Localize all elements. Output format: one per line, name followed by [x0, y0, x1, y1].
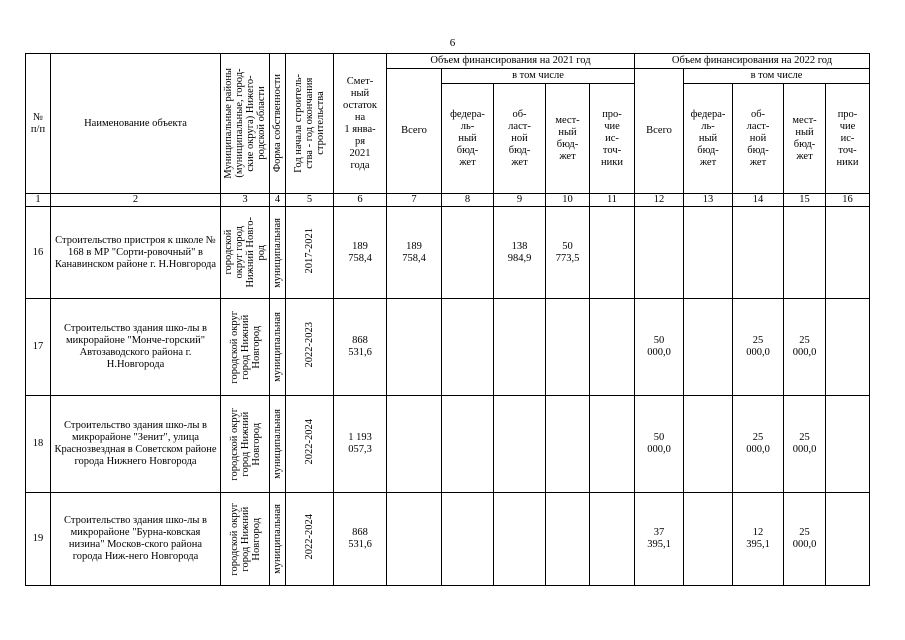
col-number-cell: 8: [442, 194, 494, 207]
y2021-federal: [442, 299, 494, 396]
row-num: 17: [26, 299, 51, 396]
y2022-local: 25 000,0: [784, 493, 826, 586]
table-row: [26, 493, 870, 586]
y2022-other: [826, 493, 870, 586]
ownership-cell: [270, 493, 286, 586]
financing-table: [25, 53, 870, 586]
y2021-total: [387, 396, 442, 493]
y2021-federal: [442, 396, 494, 493]
ownership-cell: [270, 396, 286, 493]
y2021-total: [387, 299, 442, 396]
y2022-other: [826, 207, 870, 299]
table-row: [26, 299, 870, 396]
header-2022-including: в том числе: [684, 69, 870, 84]
years-text: 2022-2023: [303, 322, 315, 368]
header-ownership: [270, 54, 286, 194]
col-number-cell: 14: [733, 194, 784, 207]
y2022-local: 25 000,0: [784, 299, 826, 396]
y2022-total: 37 395,1: [635, 493, 684, 586]
y2022-local: [784, 207, 826, 299]
header-2022-total: Всего: [635, 69, 684, 194]
y2022-regional: [733, 207, 784, 299]
y2021-local: [546, 299, 590, 396]
y2022-federal: [684, 493, 733, 586]
header-2021-regional: об- ласт- ной бюд- жет: [494, 84, 546, 194]
y2021-other: [590, 493, 635, 586]
col-number-cell: 1: [26, 194, 51, 207]
header-2021-total: Всего: [387, 69, 442, 194]
header-num: № п/п: [26, 54, 51, 194]
y2021-federal: [442, 493, 494, 586]
page-number: 6: [449, 37, 456, 49]
y2021-total: [387, 493, 442, 586]
header-2021-including: в том числе: [442, 69, 635, 84]
header-2022-regional: об- ласт- ной бюд- жет: [733, 84, 784, 194]
ownership-cell: [270, 299, 286, 396]
y2022-other: [826, 299, 870, 396]
y2021-other: [590, 396, 635, 493]
y2021-other: [590, 207, 635, 299]
header-group-2022: Объем финансирования на 2022 год: [635, 54, 870, 69]
header-years-text: Год начала строитель- ства - год окончания строительства: [293, 74, 326, 173]
col-number-cell: 6: [334, 194, 387, 207]
years-cell: [286, 493, 334, 586]
row-num: 19: [26, 493, 51, 586]
header-municipal: [221, 54, 270, 194]
col-number-cell: 5: [286, 194, 334, 207]
ownership-cell: [270, 207, 286, 299]
municipal-text: городской округ город Нижний Новгород: [228, 502, 262, 576]
col-number-cell: 13: [684, 194, 733, 207]
remainder-cell: 868 531,6: [334, 299, 387, 396]
ownership-text: муниципальная: [272, 217, 283, 288]
row-num: 18: [26, 396, 51, 493]
object-name: Строительство здания шко-лы в микрорайоне "Бурна-ковская низина" Москов-ского района города Ниж-него Новгорода: [51, 493, 221, 586]
header-2022-federal: федера- ль- ный бюд- жет: [684, 84, 733, 194]
table-row: [26, 396, 870, 493]
y2022-federal: [684, 396, 733, 493]
y2021-regional: [494, 299, 546, 396]
y2022-total: [635, 207, 684, 299]
municipal-text: городской округ город Нижний Новгород: [228, 407, 262, 481]
years-cell: [286, 207, 334, 299]
header-2022-local: мест- ный бюд- жет: [784, 84, 826, 194]
municipal-cell: [221, 493, 270, 586]
header-name: Наименование объекта: [51, 54, 221, 194]
y2021-regional: 138 984,9: [494, 207, 546, 299]
y2021-regional: [494, 493, 546, 586]
header-2021-other: про- чие ис- точ- ники: [590, 84, 635, 194]
y2021-local: 50 773,5: [546, 207, 590, 299]
header-group-2021: Объем финансирования на 2021 год: [387, 54, 635, 69]
municipal-text: городской округ город Нижний Новго- род: [223, 217, 267, 288]
y2021-regional: [494, 396, 546, 493]
ownership-text: муниципальная: [272, 504, 283, 574]
col-number-cell: 2: [51, 194, 221, 207]
remainder-cell: 1 193 057,3: [334, 396, 387, 493]
y2021-other: [590, 299, 635, 396]
header-row-1: [26, 54, 870, 69]
ownership-text: муниципальная: [272, 312, 283, 382]
y2021-local: [546, 493, 590, 586]
table-row: [26, 207, 870, 299]
years-cell: [286, 396, 334, 493]
header-2021-local: мест- ный бюд- жет: [546, 84, 590, 194]
object-name: Строительство здания шко-лы в микрорайоне "Монче-горский" Автозаводского района г. Н.Новгорода: [51, 299, 221, 396]
municipal-cell: [221, 396, 270, 493]
years-text: 2022-2024: [303, 419, 315, 465]
object-name: Строительство пристроя к школе № 168 в МР "Сорти-ровочный" в Канавинском районе г. Н.Новгорода: [51, 207, 221, 299]
header-2022-other: про- чие ис- точ- ники: [826, 84, 870, 194]
y2022-total: 50 000,0: [635, 396, 684, 493]
y2022-federal: [684, 299, 733, 396]
col-number-cell: 9: [494, 194, 546, 207]
row-num: 16: [26, 207, 51, 299]
y2022-total: 50 000,0: [635, 299, 684, 396]
column-number-row: [26, 194, 870, 207]
years-cell: [286, 299, 334, 396]
years-text: 2017-2021: [303, 227, 315, 274]
y2021-federal: [442, 207, 494, 299]
municipal-text: городской округ город Нижний Новгород: [228, 310, 262, 384]
header-ownership-text: Форма собственности: [272, 74, 283, 173]
col-number-cell: 11: [590, 194, 635, 207]
header-municipal-text: Муниципальные районы (муниципальные, город- ские округа) Нижего- родской области: [223, 68, 267, 179]
y2022-regional: 25 000,0: [733, 396, 784, 493]
y2022-other: [826, 396, 870, 493]
header-remainder: Смет- ный остаток на 1 янва- ря 2021 года: [334, 54, 387, 194]
y2022-regional: 25 000,0: [733, 299, 784, 396]
col-number-cell: 7: [387, 194, 442, 207]
municipal-cell: [221, 207, 270, 299]
header-years: [286, 54, 334, 194]
years-text: 2022-2024: [303, 514, 315, 560]
col-number-cell: 16: [826, 194, 870, 207]
col-number-cell: 15: [784, 194, 826, 207]
col-number-cell: 3: [221, 194, 270, 207]
y2022-local: 25 000,0: [784, 396, 826, 493]
col-number-cell: 10: [546, 194, 590, 207]
ownership-text: муниципальная: [272, 409, 283, 479]
col-number-cell: 12: [635, 194, 684, 207]
remainder-cell: 189 758,4: [334, 207, 387, 299]
y2021-total: 189 758,4: [387, 207, 442, 299]
y2022-regional: 12 395,1: [733, 493, 784, 586]
y2021-local: [546, 396, 590, 493]
municipal-cell: [221, 299, 270, 396]
y2022-federal: [684, 207, 733, 299]
col-number-cell: 4: [270, 194, 286, 207]
header-2021-federal: федера- ль- ный бюд- жет: [442, 84, 494, 194]
remainder-cell: 868 531,6: [334, 493, 387, 586]
object-name: Строительство здания шко-лы в микрорайоне "Зенит", улица Краснозвездная в Советском районе города Нижнего Новгорода: [51, 396, 221, 493]
